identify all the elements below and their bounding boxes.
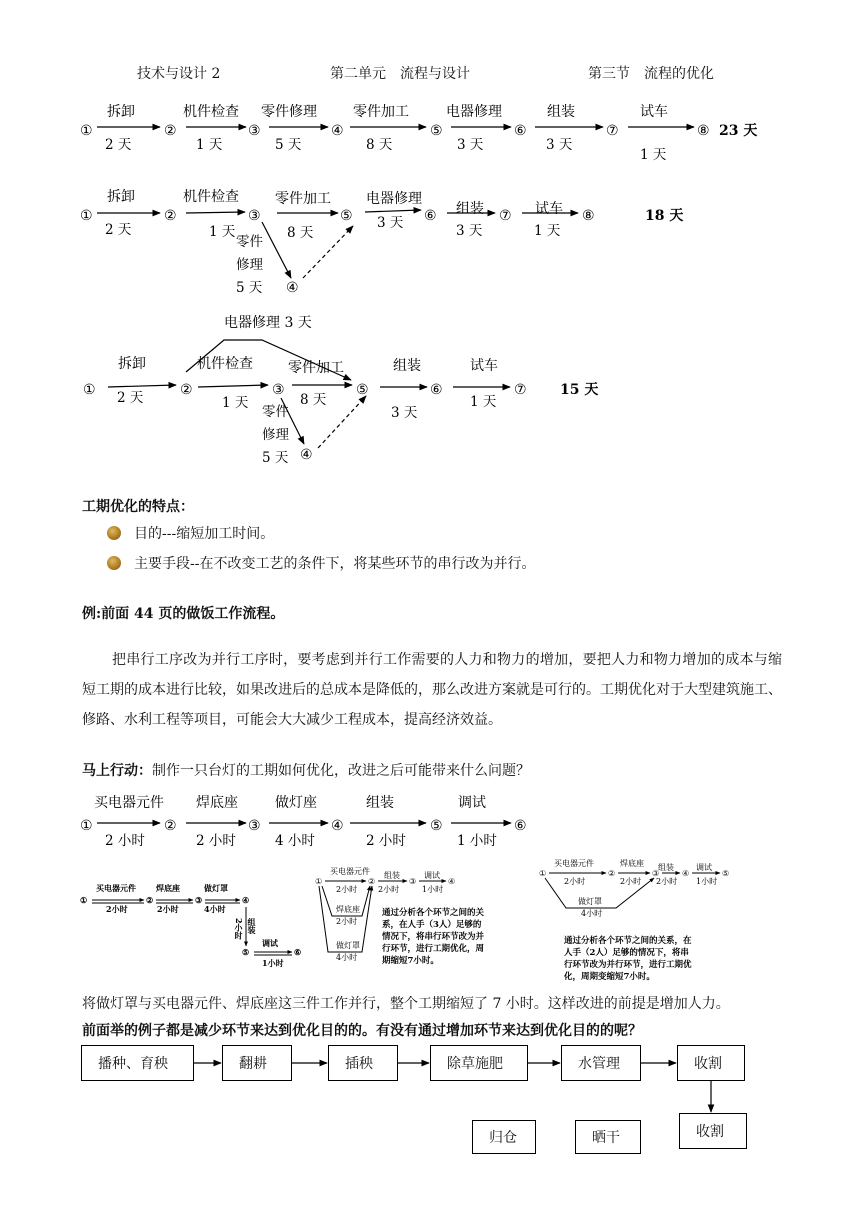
- task-label: 买电器元件: [554, 859, 594, 868]
- task-label: 买电器元件: [94, 795, 164, 811]
- task-label: 做灯座: [275, 795, 317, 811]
- node: ⑥: [430, 382, 443, 398]
- node: ②: [180, 382, 193, 398]
- duration-label: 8 天: [300, 392, 327, 408]
- duration-label: 1 天: [209, 224, 236, 240]
- task-label: 拆卸: [107, 189, 135, 205]
- duration-label: 2小时: [336, 917, 358, 926]
- node: ①: [315, 877, 323, 886]
- feature-text: 目的---缩短加工时间。: [134, 526, 275, 542]
- bullet-icon: [107, 526, 121, 540]
- duration-label: 1 天: [222, 395, 249, 411]
- node: ⑦: [514, 382, 527, 398]
- node: ⑤: [242, 947, 250, 957]
- conclusion-text: 将做灯罩与买电器元件、焊底座这三件工作并行，整个工期缩短了 7 小时。这样改进的前提是增加人力。: [82, 996, 730, 1012]
- bullet-icon: [107, 556, 121, 570]
- repair-label: 零件: [236, 234, 263, 250]
- task-label: 焊底座: [620, 859, 644, 868]
- task-label: 组装: [366, 795, 394, 811]
- header-unit: 第二单元 流程与设计: [330, 66, 470, 82]
- task-label: 电器修理: [366, 191, 422, 207]
- duration-label: 2小时: [157, 904, 179, 914]
- step-label: 水管理: [578, 1056, 620, 1072]
- node: ⑥: [514, 123, 527, 139]
- task-label: 组装: [247, 918, 257, 934]
- node: ③: [248, 208, 261, 224]
- step-label: 播种、育秧: [98, 1056, 168, 1072]
- duration-label: 1 天: [640, 147, 667, 163]
- feature-text: 主要手段--在不改变工艺的条件下，将某些环节的串行改为并行。: [134, 556, 536, 572]
- task-label: 买电器元件: [330, 867, 370, 876]
- node: ⑧: [582, 208, 595, 224]
- duration-label: 2 天: [117, 390, 144, 406]
- node: ⑤: [430, 818, 443, 834]
- note-line: 化，周期变缩短7小时。: [564, 972, 655, 982]
- task-label: 机件检查: [183, 189, 239, 205]
- node: ④: [300, 447, 313, 463]
- node: ②: [164, 208, 177, 224]
- task-label: 试车: [640, 104, 668, 120]
- note-line: 行环节改为并行环节，进行工期优: [564, 960, 692, 970]
- duration-label: 1小时: [422, 885, 444, 894]
- electrical-repair-label: 电器修理 3 天: [224, 315, 312, 331]
- node: ④: [331, 818, 344, 834]
- note-line: 通过分析各个环节之间的关系，在: [564, 936, 692, 946]
- node: ④: [331, 123, 344, 139]
- node: ③: [248, 818, 261, 834]
- repair-label: 零件: [262, 404, 289, 420]
- task-label: 调试: [458, 795, 486, 811]
- node: ⑥: [514, 818, 527, 834]
- node: ⑧: [697, 123, 710, 139]
- node: ④: [286, 280, 299, 296]
- duration-label: 2小时: [378, 885, 400, 894]
- repair-label: 修理: [262, 427, 289, 443]
- task-label: 调试: [424, 871, 440, 880]
- node: ②: [146, 895, 154, 905]
- task-label: 组装: [384, 871, 400, 880]
- header-course: 技术与设计 2: [137, 66, 221, 82]
- node: ④: [448, 877, 456, 886]
- repair-label: 5 天: [262, 450, 289, 466]
- node: ②: [608, 869, 616, 878]
- duration-label: 8 天: [366, 137, 393, 153]
- flow-diagram-partial-parallel: [0, 182, 860, 300]
- node: ③: [652, 869, 660, 878]
- node: ⑤: [722, 869, 730, 878]
- node: ②: [164, 123, 177, 139]
- duration-label: 4小时: [581, 909, 603, 918]
- duration-label: 3 天: [377, 215, 404, 231]
- note-line: 通过分析各个环节之间的关: [382, 908, 485, 918]
- duration-label: 2小时: [656, 877, 678, 886]
- duration-label: 2小时: [336, 885, 358, 894]
- node: ②: [368, 877, 376, 886]
- duration-label: 2 小时: [366, 833, 406, 849]
- repair-label: 修理: [236, 257, 263, 273]
- duration-label: 1小时: [262, 958, 284, 968]
- note-line: 情况下，将串行环节改为并: [382, 932, 485, 942]
- duration-label: 1 小时: [457, 833, 497, 849]
- task-label: 机件检查: [183, 104, 239, 120]
- note-line: 期缩短7小时。: [382, 956, 439, 966]
- step-label: 归仓: [489, 1130, 517, 1146]
- node: ⑤: [430, 123, 443, 139]
- node: ①: [80, 123, 93, 139]
- mini-diagram-parallel-2: [536, 858, 746, 988]
- task-label: 组装: [456, 201, 484, 217]
- step-label: 收割: [696, 1124, 724, 1140]
- task-label: 买电器元件: [96, 883, 136, 893]
- header-section: 第三节 流程的优化: [588, 66, 714, 82]
- mini-diagram-parallel-3: [312, 866, 512, 978]
- duration-label: 5 天: [275, 137, 302, 153]
- lamp-flow-diagram: [0, 788, 860, 854]
- task-label: 焊底座: [156, 883, 180, 893]
- node: ①: [80, 895, 88, 905]
- action-label: 马上行动：: [82, 763, 152, 779]
- node: ⑤: [356, 382, 369, 398]
- duration-label: 1 天: [470, 394, 497, 410]
- step-label: 收割: [694, 1056, 722, 1072]
- repair-label: 5 天: [236, 280, 263, 296]
- action-line: [82, 760, 530, 780]
- step-label: 除草施肥: [447, 1056, 503, 1072]
- task-label: 焊底座: [336, 905, 360, 914]
- note-line: 系，在人手（3人）足够的: [382, 920, 482, 930]
- duration-label: 4小时: [336, 953, 358, 962]
- duration-label: 3 天: [457, 137, 484, 153]
- task-label: 零件加工: [353, 104, 409, 120]
- task-label: 试车: [535, 201, 563, 217]
- task-label: 电器修理: [446, 104, 502, 120]
- duration-label: 2小时: [620, 877, 642, 886]
- node: ③: [272, 382, 285, 398]
- duration-label: 4小时: [204, 904, 226, 914]
- note-line: 行环节，进行工期优化，周: [382, 944, 485, 954]
- flow-diagram-full-parallel: [0, 310, 860, 470]
- task-label: 零件加工: [275, 191, 331, 207]
- duration-label: 1 天: [534, 223, 561, 239]
- task-label: 调试: [262, 938, 278, 948]
- duration-label: 2小时: [564, 877, 586, 886]
- features-heading: 工期优化的特点：: [82, 499, 194, 515]
- farm-flow-arrows: [0, 1040, 860, 1120]
- node: ①: [80, 818, 93, 834]
- node: ⑥: [294, 947, 302, 957]
- duration-label: 2小时: [234, 918, 244, 940]
- step-box-storage: [472, 1120, 536, 1154]
- task-label: 零件加工: [288, 360, 344, 376]
- node: ③: [409, 877, 417, 886]
- total-duration: 15 天: [560, 382, 599, 398]
- task-label: 组装: [547, 104, 575, 120]
- total-duration: 18 天: [645, 208, 684, 224]
- task-label: 拆卸: [107, 104, 135, 120]
- node: ⑥: [424, 208, 437, 224]
- total-duration: 23 天: [719, 123, 758, 139]
- node: ③: [195, 895, 203, 905]
- task-label: 组装: [658, 863, 674, 872]
- note-line: 人手（2人）足够的情况下，将串: [564, 948, 689, 958]
- node: ⑦: [606, 123, 619, 139]
- step-label: 插秧: [345, 1056, 373, 1072]
- node: ①: [539, 869, 547, 878]
- step-label: 晒干: [592, 1130, 620, 1146]
- node: ④: [682, 869, 690, 878]
- mini-diagram-serial: [76, 878, 306, 972]
- duration-label: 3 天: [546, 137, 573, 153]
- node: ④: [242, 895, 250, 905]
- duration-label: 1 天: [196, 137, 223, 153]
- node: ⑤: [340, 208, 353, 224]
- duration-label: 8 天: [287, 225, 314, 241]
- feature-item: [107, 523, 274, 543]
- node: ③: [248, 123, 261, 139]
- duration-label: 3 天: [391, 405, 418, 421]
- task-label: 机件检查: [197, 356, 253, 372]
- node: ①: [83, 382, 96, 398]
- task-label: 试车: [470, 358, 498, 374]
- step-box-drying: [575, 1120, 641, 1154]
- duration-label: 2 天: [105, 137, 132, 153]
- task-label: 焊底座: [196, 795, 238, 811]
- duration-label: 2 小时: [105, 833, 145, 849]
- node: ⑦: [499, 208, 512, 224]
- duration-label: 2 天: [105, 222, 132, 238]
- question-text: 前面举的例子都是减少环节来达到优化目的的。有没有通过增加环节来达到优化目的的呢？: [82, 1023, 642, 1039]
- task-label: 做灯罩: [204, 883, 228, 893]
- task-label: 拆卸: [118, 356, 146, 372]
- duration-label: 2 小时: [196, 833, 236, 849]
- feature-item: [107, 553, 535, 573]
- task-label: 做灯罩: [578, 897, 602, 906]
- action-text: 制作一只台灯的工期如何优化，改进之后可能带来什么问题？: [152, 763, 530, 779]
- task-label: 零件修理: [261, 104, 317, 120]
- duration-label: 3 天: [456, 223, 483, 239]
- step-label: 翻耕: [239, 1056, 267, 1072]
- node: ①: [80, 208, 93, 224]
- node: ②: [164, 818, 177, 834]
- explanation-paragraph: 把串行工序改为并行工序时，要考虑到并行工作需要的人力和物力的增加，要把人力和物力增加的成本与缩短工期的成本进行比较，如果改进后的总成本是降低的，那么改进方案就是可行的。工期优化对于大型建筑施工、修路、水利工程等项目，可能会大大减少工程成本，提高经济效益。: [82, 652, 782, 728]
- example-heading: 例:前面 44 页的做饭工作流程。: [82, 606, 285, 622]
- flow-diagram-serial: [0, 90, 860, 170]
- task-label: 做灯罩: [336, 941, 360, 950]
- task-label: 调试: [696, 863, 712, 872]
- duration-label: 1小时: [696, 877, 718, 886]
- task-label: 组装: [393, 358, 421, 374]
- duration-label: 4 小时: [275, 833, 315, 849]
- duration-label: 2小时: [106, 904, 128, 914]
